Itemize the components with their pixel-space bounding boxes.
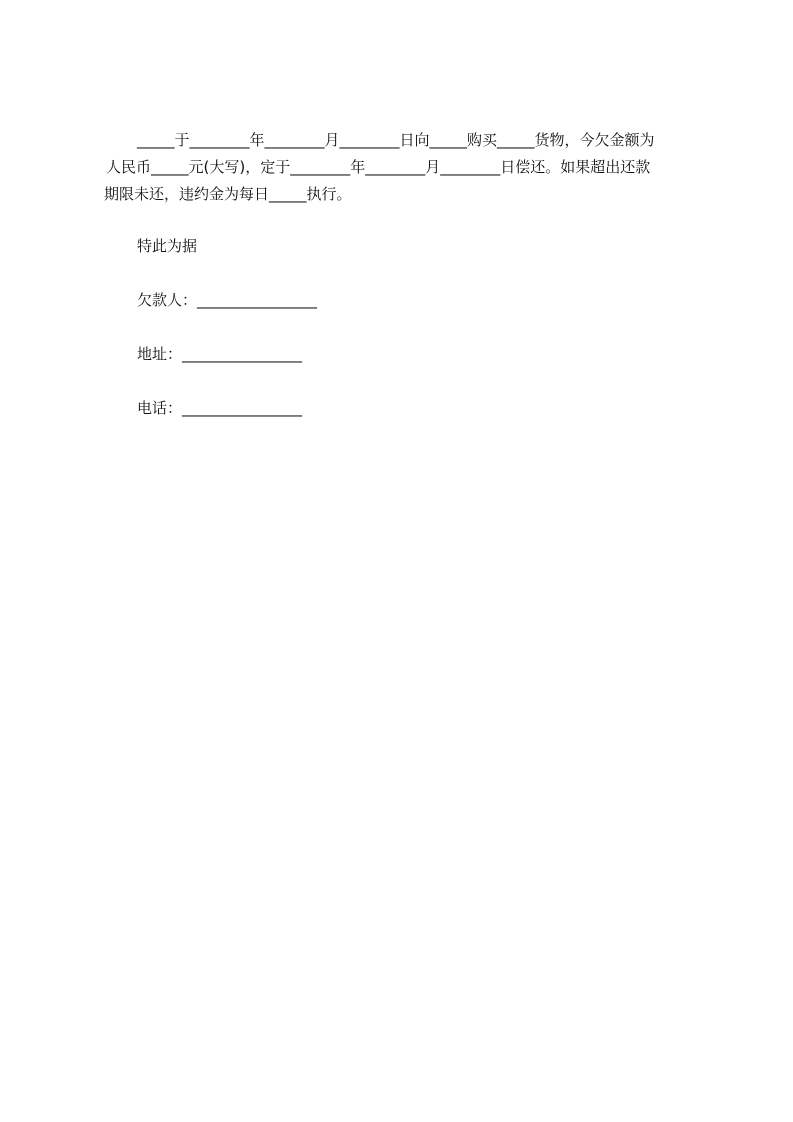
- phone-line: 电话：________________: [137, 399, 303, 417]
- address-line: 地址：________________: [137, 345, 303, 363]
- body-line-2: 人民币_____元(大写)，定于________年________月________日偿还。如果超出还款: [106, 158, 651, 176]
- body-line-3: 期限未还，违约金为每日_____执行。: [104, 185, 352, 203]
- body-line-1: _____于________年________月________日向_____购买_____货物，今欠金额为: [137, 131, 655, 149]
- debtor-signature-line: 欠款人：________________: [137, 291, 318, 309]
- closing-statement: 特此为据: [137, 237, 198, 255]
